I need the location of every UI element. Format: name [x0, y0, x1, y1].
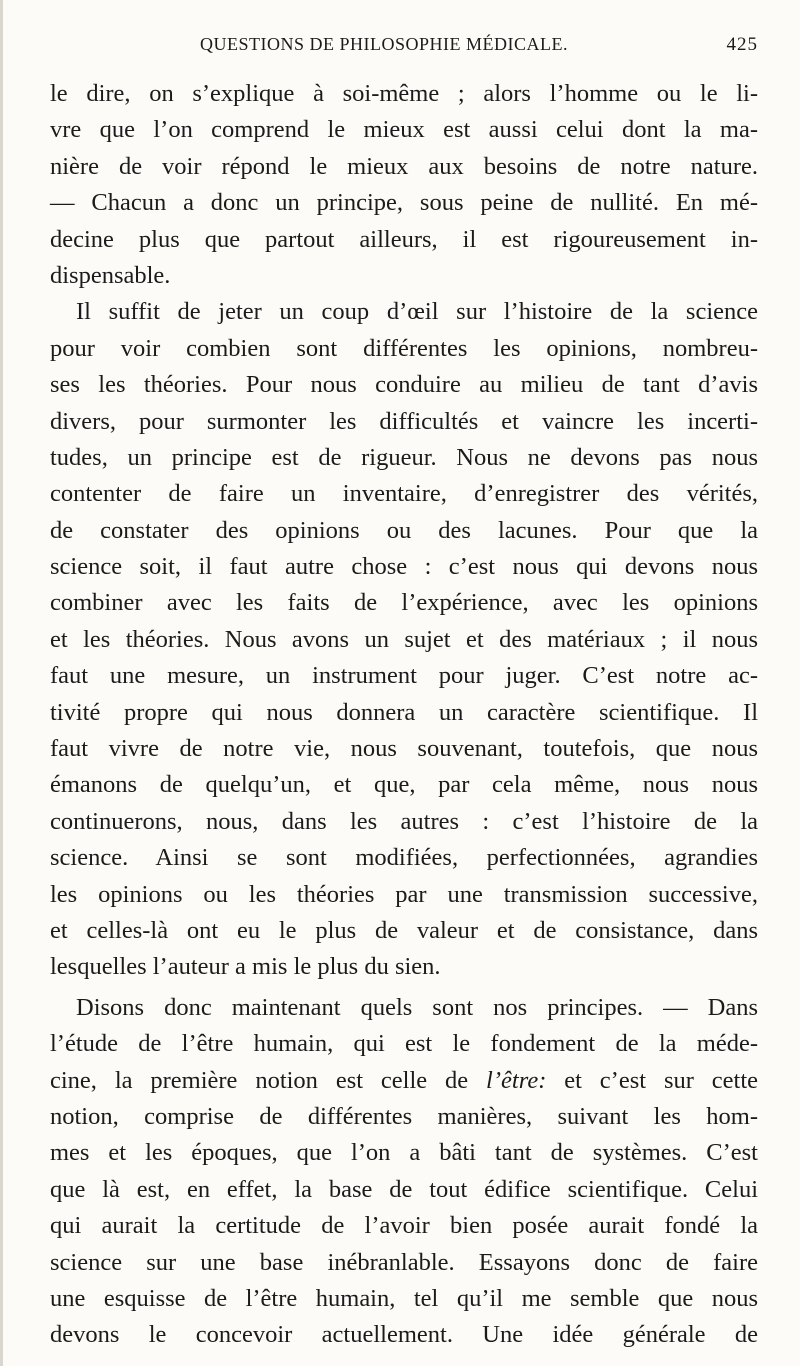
text-run: cine, la première notion est celle de — [50, 1066, 487, 1094]
text-line: de constater des opinions ou des lacunes. Pour que la — [50, 516, 758, 544]
text-line: science sur une base inébranlable. Essayons donc de faire — [50, 1248, 758, 1276]
text-line: combiner avec les faits de l’expérience, avec les opinions — [50, 589, 758, 617]
emphasized-text: l’être: — [486, 1066, 547, 1094]
text-line: devons le concevoir actuellement. Une idée générale de — [50, 1321, 758, 1349]
text-line: nière de voir répond le mieux aux besoins de notre nature. — [50, 152, 758, 180]
text-line: faut une mesure, un instrument pour juger. C’est notre ac- — [50, 662, 758, 690]
text-line: tudes, un principe est de rigueur. Nous ne devons pas nous — [50, 443, 758, 471]
text-line: science soit, il faut autre chose : c’est nous qui devons nous — [50, 553, 758, 581]
text-line: divers, pour surmonter les difficultés et vaincre les incerti- — [50, 407, 758, 435]
text-line: une esquisse de l’être humain, tel qu’il me semble que nous — [50, 1284, 758, 1312]
text-line: et celles-là ont eu le plus de valeur et de consistance, dans — [50, 916, 758, 944]
text-line: Il suffit de jeter un coup d’œil sur l’histoire de la science — [76, 298, 758, 326]
text-line: les opinions ou les théories par une transmission successive, — [50, 880, 758, 908]
text-line: que là est, en effet, la base de tout édifice scientifique. Celui — [50, 1175, 758, 1203]
text-line: Disons donc maintenant quels sont nos principes. — Dans — [76, 993, 758, 1021]
text-line: le dire, on s’explique à soi-même ; alors l’homme ou le li- — [50, 80, 758, 107]
text-line: émanons de quelqu’un, et que, par cela même, nous nous — [50, 771, 758, 799]
text-line — [50, 1063, 758, 1099]
text-line: tivité propre qui nous donnera un caractère scientifique. Il — [50, 698, 758, 726]
text-line: contenter de faire un inventaire, d’enregistrer des vérités, — [50, 480, 758, 508]
body-text — [50, 76, 758, 1354]
text-line: l’étude de l’être humain, qui est le fondement de la méde- — [50, 1030, 758, 1058]
text-line: notion, comprise de différentes manières, suivant les hom- — [50, 1102, 758, 1130]
text-line: science. Ainsi se sont modifiées, perfectionnées, agrandies — [50, 844, 758, 872]
text-line: et les théories. Nous avons un sujet et des matériaux ; il nous — [50, 625, 758, 653]
text-line: — Chacun a donc un principe, sous peine de nullité. En mé- — [50, 189, 758, 217]
text-line: qui aurait la certitude de l’avoir bien posée aurait fondé la — [50, 1212, 758, 1240]
text-line: dispensable. — [50, 261, 171, 289]
running-title: QUESTIONS DE PHILOSOPHIE MÉDICALE. — [200, 34, 568, 54]
text-line: ses les théories. Pour nous conduire au milieu de tant d’avis — [50, 371, 758, 399]
text-run: et c’est sur cette — [546, 1066, 759, 1094]
text-line: vre que l’on comprend le mieux est aussi celui dont la ma- — [50, 116, 758, 144]
text-line: mes et les époques, que l’on a bâti tant de systèmes. C’est — [50, 1139, 758, 1167]
text-line: decine plus que partout ailleurs, il est rigoureusement in- — [50, 225, 758, 253]
page-number: 425 — [726, 34, 758, 55]
running-head — [50, 34, 758, 62]
text-line: faut vivre de notre vie, nous souvenant, toutefois, que nous — [50, 735, 758, 763]
text-line: lesquelles l’auteur a mis le plus du sien. — [50, 953, 441, 981]
text-line: pour voir combien sont différentes les opinions, nombreu- — [50, 334, 758, 362]
text-line: continuerons, nous, dans les autres : c’est l’histoire de la — [50, 807, 758, 835]
